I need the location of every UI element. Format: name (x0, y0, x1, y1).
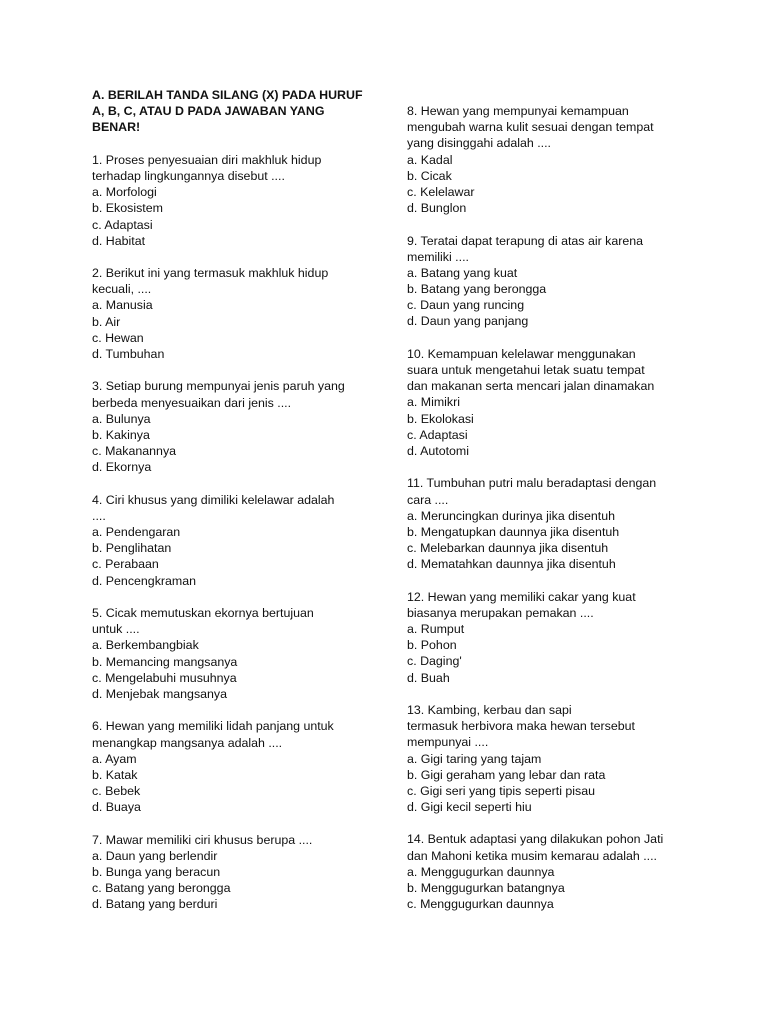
answer-option: d. Batang yang berduri (92, 897, 218, 912)
answer-option: a. Pendengaran (92, 525, 181, 540)
answer-option: c. Daging' (407, 654, 462, 669)
heading-line: A, B, C, ATAU D PADA JAWABAN YANG (92, 104, 325, 119)
answer-option: c. Bebek (92, 784, 141, 799)
answer-option: c. Adaptasi (407, 427, 468, 442)
answer-option: d. Daun yang panjang (407, 314, 529, 329)
answer-option: b. Kakinya (92, 427, 150, 442)
answer-option: a. Rumput (407, 622, 465, 636)
answer-option: b. Batang yang berongga (407, 282, 547, 297)
question-text: biasanya merupakan pemakan .... (407, 605, 594, 620)
question-text: 10. Kemampuan kelelawar menggunakan (407, 346, 636, 361)
answer-option: c. Gigi seri yang tipis seperti pisau (407, 783, 596, 798)
answer-option: d. Habitat (92, 233, 146, 248)
answer-option: c. Adaptasi (92, 217, 153, 232)
answer-option: d. Gigi kecil seperti hiu (407, 800, 532, 815)
question-text: cara .... (407, 492, 449, 507)
question-text: 9. Teratai dapat terapung di atas air karena (407, 233, 644, 248)
answer-option: c. Batang yang berongga (92, 881, 231, 896)
question-text: 12. Hewan yang memiliki cakar yang kuat (407, 589, 636, 604)
answer-option: c. Makanannya (92, 444, 177, 459)
answer-option: d. Tumbuhan (92, 347, 165, 361)
answer-option: b. Bunga yang beracun (92, 865, 221, 879)
answer-option: d. Buaya (92, 800, 141, 815)
answer-option: a. Gigi taring yang tajam (407, 751, 542, 766)
question-text: memiliki .... (407, 249, 469, 264)
answer-option: d. Autotomi (407, 443, 469, 458)
answer-option: c. Hewan (92, 330, 144, 345)
question-text: 3. Setiap burung mempunyai jenis paruh yang (92, 379, 345, 394)
answer-option: d. Mematahkan daunnya jika disentuh (407, 557, 616, 572)
answer-option: d. Pencengkraman (92, 573, 197, 588)
question-block (407, 589, 697, 686)
question-block (407, 831, 697, 912)
answer-option: a. Bulunya (92, 411, 151, 426)
question-text: dan Mahoni ketika musim kemarau adalah .... (407, 848, 658, 863)
answer-option: a. Manusia (92, 298, 153, 313)
question-text: kecuali, .... (92, 282, 152, 297)
answer-option: b. Menggugurkan batangnya (407, 881, 565, 895)
question-block (92, 718, 382, 815)
answer-option: c. Menggugurkan daunnya (407, 897, 554, 912)
question-block (407, 233, 697, 330)
question-text: menangkap mangsanya adalah .... (92, 735, 283, 750)
question-block (407, 475, 697, 572)
question-block (407, 702, 697, 815)
answer-option: d. Buah (407, 670, 450, 685)
question-block (407, 346, 697, 459)
question-block (92, 265, 382, 362)
question-block (92, 605, 382, 702)
question-block (92, 378, 382, 475)
question-block (407, 103, 697, 216)
instructions-heading (92, 87, 382, 136)
question-text: 7. Mawar memiliki ciri khusus berupa .... (92, 832, 313, 847)
question-text: 13. Kambing, kerbau dan sapi (407, 702, 572, 717)
question-text: 4. Ciri khusus yang dimiliki kelelawar adalah (92, 492, 335, 507)
answer-option: a. Mimikri (407, 395, 460, 410)
question-text: suara untuk mengetahui letak suatu tempat (407, 363, 645, 377)
answer-option: a. Batang yang kuat (407, 265, 518, 280)
answer-option: b. Gigi geraham yang lebar dan rata (407, 767, 606, 782)
answer-option: d. Ekornya (92, 460, 152, 475)
question-text: 8. Hewan yang mempunyai kemampuan (407, 104, 629, 118)
question-block (92, 832, 382, 913)
question-text: .... (92, 508, 106, 523)
answer-option: c. Perabaan (92, 557, 159, 572)
answer-option: d. Bunglon (407, 201, 467, 216)
answer-option: b. Ekosistem (92, 201, 163, 216)
answer-option: d. Menjebak mangsanya (92, 686, 228, 701)
answer-option: c. Melebarkan daunnya jika disentuh (407, 541, 609, 556)
answer-option: b. Ekolokasi (407, 411, 474, 426)
answer-option: b. Mengatupkan daunnya jika disentuh (407, 524, 620, 539)
answer-option: b. Memancing mangsanya (92, 654, 238, 669)
answer-option: a. Kadal (407, 152, 453, 167)
question-text: 6. Hewan yang memiliki lidah panjang untuk (92, 719, 334, 734)
answer-option: b. Pohon (407, 638, 457, 653)
answer-option: b. Katak (92, 767, 138, 782)
question-text: 5. Cicak memutuskan ekornya bertujuan (92, 606, 314, 620)
heading-line: A. BERILAH TANDA SILANG (X) PADA HURUF (92, 88, 363, 102)
question-text: 2. Berikut ini yang termasuk makhluk hidup (92, 266, 329, 281)
question-text: berbeda menyesuaikan dari jenis .... (92, 395, 292, 410)
question-text: yang disinggahi adalah .... (407, 136, 551, 151)
answer-option: c. Kelelawar (407, 184, 475, 199)
right-column (407, 0, 697, 912)
question-text: mempunyai .... (407, 735, 489, 750)
heading-line: BENAR! (92, 120, 141, 135)
question-text: terhadap lingkungannya disebut .... (92, 168, 285, 183)
left-column (92, 0, 382, 913)
question-text: untuk .... (92, 622, 140, 637)
question-block (92, 152, 382, 249)
question-text: termasuk herbivora maka hewan tersebut (407, 719, 635, 734)
answer-option: a. Berkembangbiak (92, 638, 199, 653)
answer-option: c. Daun yang runcing (407, 298, 525, 313)
answer-option: a. Daun yang berlendir (92, 848, 218, 863)
question-text: 1. Proses penyesuaian diri makhluk hidup (92, 152, 322, 167)
question-text: mengubah warna kulit sesuai dengan tempat (407, 120, 654, 135)
answer-option: a. Meruncingkan durinya jika disentuh (407, 508, 616, 523)
answer-option: a. Menggugurkan daunnya (407, 864, 555, 879)
question-block (92, 492, 382, 589)
question-text: 11. Tumbuhan putri malu beradaptasi dengan (407, 476, 657, 491)
answer-option: b. Air (92, 314, 121, 329)
question-text: dan makanan serta mencari jalan dinamakan (407, 379, 655, 394)
answer-option: a. Morfologi (92, 185, 157, 200)
answer-option: c. Mengelabuhi musuhnya (92, 670, 237, 685)
answer-option: b. Cicak (407, 168, 452, 183)
answer-option: a. Ayam (92, 751, 137, 766)
question-text: 14. Bentuk adaptasi yang dilakukan pohon Jati (407, 832, 664, 847)
answer-option: b. Penglihatan (92, 541, 172, 556)
